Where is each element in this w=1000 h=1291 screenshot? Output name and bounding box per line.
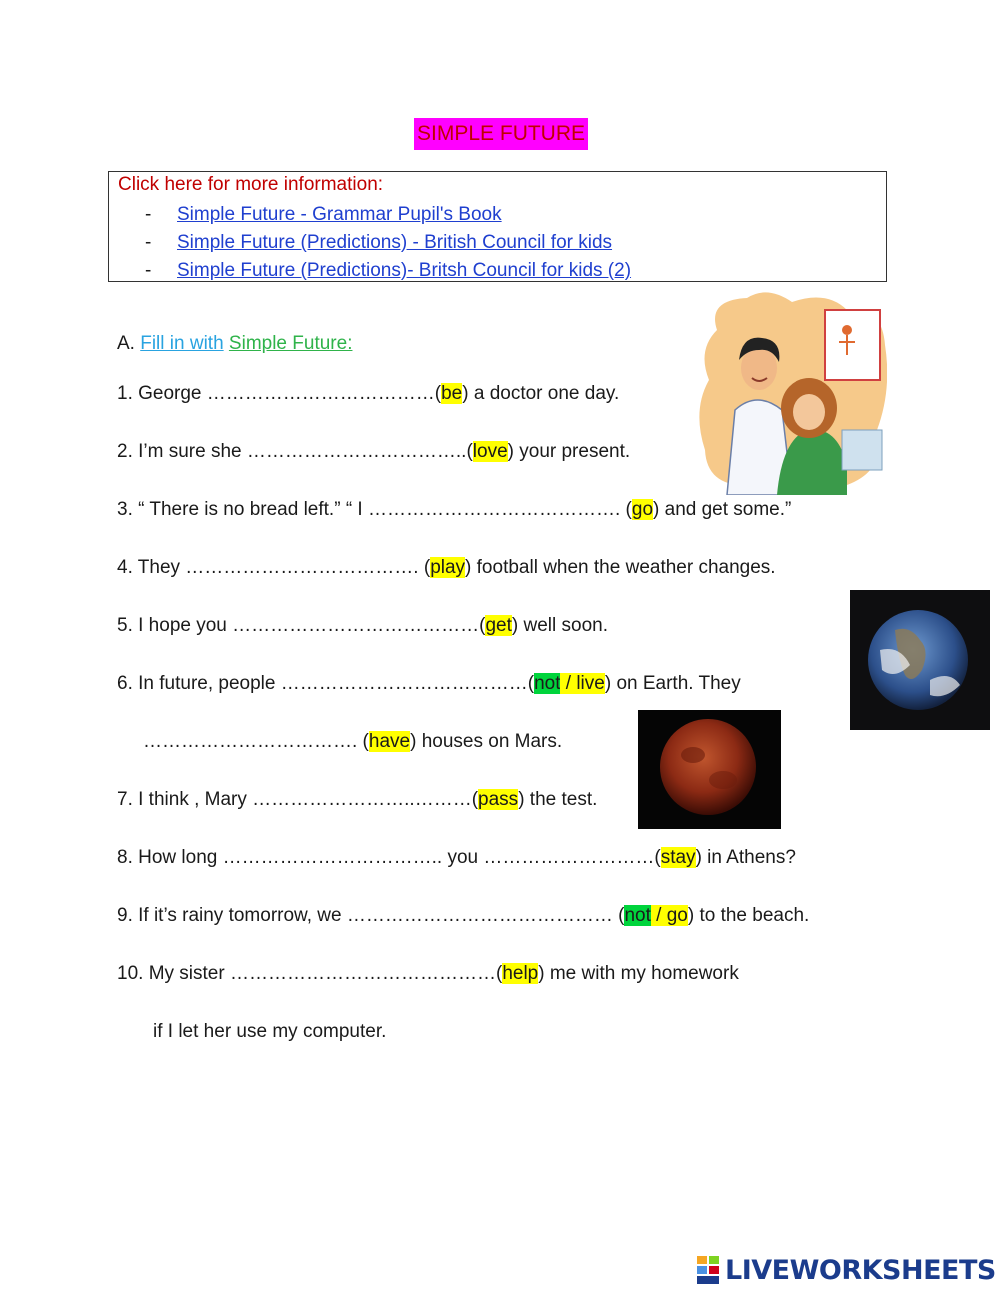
- exercise-3: 3. “ There is no bread left.” “ I …………………………………. (go) and get some.”: [117, 499, 792, 520]
- exercise-2: 2. I’m sure she ……………………………..(love) your present.: [117, 441, 631, 462]
- verb-hint: love: [472, 441, 508, 462]
- doctor-illustration: [697, 290, 887, 495]
- link-british-council-1[interactable]: Simple Future (Predictions) - British Council for kids: [177, 232, 613, 253]
- negation-hint: not: [534, 673, 561, 694]
- info-heading: Click here for more information:: [118, 174, 384, 195]
- exercise-1: 1. George ………………………………(be) a doctor one day.: [117, 383, 620, 404]
- info-box: [108, 171, 887, 282]
- verb-hint: live: [576, 673, 605, 694]
- list-item: - Simple Future - Grammar Pupil's Book: [145, 204, 502, 225]
- info-links: [145, 202, 631, 286]
- liveworksheets-logo: LIVEWORKSHEETS: [697, 1253, 996, 1287]
- page-title: SIMPLE FUTURE: [414, 118, 588, 150]
- verb-hint: have: [368, 731, 411, 752]
- exercise-7: 7. I think , Mary ……………………..………(pass) the test.: [117, 789, 598, 810]
- exercise-10-continued: if I let her use my computer.: [153, 1021, 387, 1042]
- section-heading: A. Fill in with Simple Future:: [117, 333, 353, 354]
- exercise-10: 10. My sister ……………………………………(help) me with my homework: [117, 963, 739, 984]
- list-item: - Simple Future (Predictions) - British Council for kids: [145, 232, 613, 253]
- verb-hint: pass: [478, 789, 519, 810]
- link-grammar-pupils-book[interactable]: Simple Future - Grammar Pupil's Book: [177, 204, 502, 225]
- liveworksheets-icon: [697, 1256, 721, 1284]
- verb-hint: stay: [660, 847, 696, 868]
- verb-hint: be: [441, 383, 463, 404]
- exercise-9: 9. If it’s rainy tomorrow, we …………………………………… (not / go) to the beach.: [117, 905, 810, 926]
- instruction-part-1: Fill in with: [140, 333, 224, 354]
- mars-image: [638, 710, 781, 829]
- instruction-part-2: Simple Future:: [228, 333, 353, 354]
- verb-hint: go: [666, 905, 688, 926]
- earth-image: [850, 590, 990, 730]
- negation-hint: not: [624, 905, 651, 926]
- exercise-4: 4. They ………………………………. (play) football when the weather changes.: [117, 557, 776, 578]
- exercise-6: 6. In future, people …………………………………(not / live) on Earth. They: [117, 673, 741, 694]
- link-british-council-2[interactable]: Simple Future (Predictions)- Britsh Council for kids (2): [177, 260, 632, 281]
- list-item: - Simple Future (Predictions)- Britsh Council for kids (2): [145, 260, 632, 281]
- verb-hint: go: [631, 499, 654, 520]
- verb-hint: help: [502, 963, 539, 984]
- exercise-5: 5. I hope you …………………………………(get) well soon.: [117, 615, 608, 636]
- exercise-8: 8. How long …………………………….. you ………………………(stay) in Athens?: [117, 847, 796, 868]
- verb-hint: play: [430, 557, 466, 578]
- exercise-6-continued: ……………………………. (have) houses on Mars.: [143, 731, 563, 752]
- verb-hint: get: [485, 615, 512, 636]
